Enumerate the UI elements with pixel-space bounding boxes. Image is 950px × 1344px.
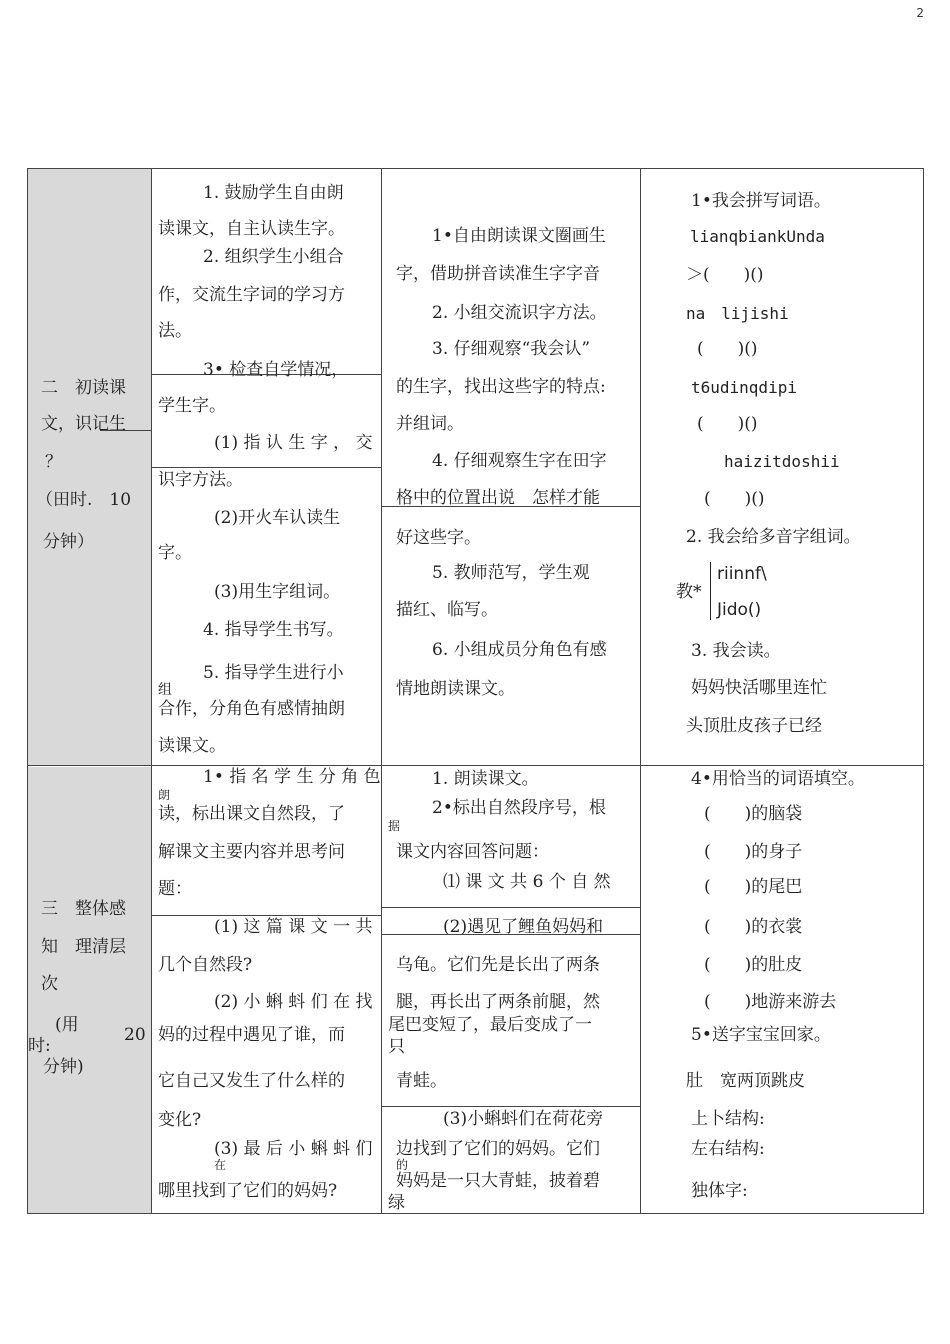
student-activity-line: 的	[396, 1158, 409, 1172]
student-activity-line: 并组词。	[396, 414, 464, 434]
student-activity-line: 边找到了它们的妈妈。它们	[396, 1139, 600, 1159]
exercise-line: 4•用恰当的词语填空。	[691, 769, 865, 789]
teacher-activity-line: 1• 指 名 学 生 分 角 色	[203, 767, 381, 787]
student-activity-line: ⑴ 课 文 共 6 个 自 然	[443, 872, 611, 892]
teacher-activity-line: (1) 指 认 生 字 ， 交	[214, 433, 373, 453]
student-cell-rule	[381, 1106, 640, 1107]
exercise-fill-blank: ( )的衣裳	[704, 917, 803, 937]
teacher-cell-rule	[151, 915, 381, 916]
page-number: 2	[916, 6, 924, 20]
exercise-polyphone-reading: Jido()	[717, 600, 762, 620]
student-activity-line: 的生字，找出这些字的特点:	[396, 377, 606, 397]
exercise-blank: ＞( )()	[686, 265, 764, 285]
teacher-activity-line: 几个自然段?	[158, 955, 253, 975]
teacher-activity-line: 组	[158, 682, 172, 698]
student-activity-line: 腿，再长出了两条前腿，然	[396, 992, 600, 1012]
exercise-fill-blank: ( )的肚皮	[704, 955, 803, 975]
teacher-activity-line: 妈的过程中遇见了谁，而	[158, 1025, 345, 1045]
student-activity-line: 2•标出自然段序号，根	[432, 798, 606, 818]
student-activity-line: 情地朗读课文。	[396, 679, 515, 699]
exercise-line: 左右结构:	[691, 1139, 765, 1159]
exercise-line: 3. 我会读。	[691, 641, 781, 661]
exercise-pinyin: lianqbiankUnda	[690, 227, 825, 246]
student-activity-line: 尾巴变短了，最后变成了一	[388, 1015, 592, 1035]
student-activity-line: 字，借助拼音读准生字字音	[396, 264, 600, 284]
student-activity-line: 据	[388, 819, 401, 833]
teacher-activity-line: 学生字。	[158, 396, 226, 416]
section2-title: ？	[45, 452, 62, 472]
exercise-line: 妈妈快活哪里连忙	[691, 678, 827, 698]
section2-time: 分钟）	[43, 532, 94, 552]
teacher-activity-line: 合作，分角色有感情抽朗	[158, 699, 345, 719]
teacher-activity-line: 读课文，自主认读生字。	[158, 219, 345, 239]
student-activity-line: 4. 仔细观察生字在田字	[432, 451, 607, 471]
teacher-activity-line: 它自己又发生了什么样的	[158, 1071, 345, 1091]
exercise-line: 头顶肚皮孩子已经	[686, 716, 822, 736]
teacher-activity-line: 题：	[158, 879, 192, 899]
column-divider-1	[151, 168, 152, 1214]
teacher-activity-line: 5. 指导学生进行小	[203, 663, 344, 683]
exercise-fill-blank: ( )的尾巴	[704, 877, 803, 897]
exercise-pinyin: haizitdoshii	[724, 452, 840, 471]
teacher-activity-line: 3• 检查自学情况，	[203, 360, 349, 380]
column-divider-3	[640, 168, 641, 1214]
student-activity-line: 妈妈是一只大青蛙，披着碧	[396, 1171, 600, 1191]
student-activity-line: 乌龟。它们先是长出了两条	[396, 955, 600, 975]
exercise-line: 5•送字宝宝回家。	[691, 1025, 831, 1045]
section3-time: 分钟)	[43, 1057, 84, 1077]
teacher-activity-line: 朗	[158, 788, 171, 802]
teacher-activity-line: 2. 组织学生小组合	[203, 247, 344, 267]
exercise-line: 上卜结构:	[691, 1109, 765, 1129]
teacher-activity-line: 在	[214, 1158, 227, 1172]
student-activity-line: (2)遇见了鲤鱼妈妈和	[443, 917, 604, 937]
exercise-blank: ( )()	[697, 339, 758, 359]
exercise-fill-blank: ( )的身子	[704, 842, 803, 862]
exercise-polyphone-reading: riinnf\	[717, 564, 767, 584]
student-activity-line: 好这些字。	[396, 528, 481, 548]
student-activity-line: 青蛙。	[396, 1071, 447, 1091]
section2-title: 文，识记生	[41, 414, 126, 434]
section3-time: (用	[55, 1015, 79, 1035]
section3-title: 知 理清层	[41, 937, 126, 957]
teacher-cell-rule	[151, 467, 381, 468]
exercise-line: 独体字:	[691, 1181, 748, 1201]
teacher-activity-line: 法。	[158, 321, 192, 341]
exercise-polyphone: 教*	[676, 582, 702, 602]
teacher-activity-line: 读，标出课文自然段，了	[158, 804, 345, 824]
exercise-pinyin: t6udinqdipi	[691, 378, 797, 397]
teacher-activity-line: (1) 这 篇 课 文 一 共	[214, 917, 373, 937]
teacher-activity-line: 字。	[158, 543, 192, 563]
student-activity-line: 1. 朗读课文。	[432, 769, 539, 789]
teacher-activity-line: 解课文主要内容并思考问	[158, 842, 345, 862]
teacher-activity-line: 哪里找到了它们的妈妈?	[158, 1181, 338, 1201]
student-activity-line: 3. 仔细观察“我会认”	[432, 339, 591, 359]
student-activity-line: 只	[388, 1037, 405, 1057]
exercise-blank: ( )()	[704, 489, 765, 509]
student-cell-rule	[381, 907, 640, 908]
section3-time-value: 20	[124, 1025, 146, 1045]
student-activity-line: 格中的位置出说 怎样才能	[396, 488, 600, 508]
student-activity-line: 绿	[388, 1193, 405, 1213]
teacher-activity-line: 4. 指导学生书写。	[203, 620, 344, 640]
exercise-line: 肚 宽两顶跳皮	[686, 1071, 805, 1091]
exercise-line: 2. 我会给多音字组词。	[686, 527, 861, 547]
student-activity-line: 2. 小组交流识字方法。	[432, 303, 607, 323]
teacher-activity-line: 变化?	[158, 1110, 202, 1130]
row-divider	[27, 765, 924, 766]
section2-time: （田时. 10	[36, 490, 132, 510]
exercise-line: 1•我会拼写词语。	[691, 191, 831, 211]
section3-time: 时:	[28, 1036, 51, 1056]
student-activity-line: 1•自由朗读课文圈画生	[432, 226, 606, 246]
teacher-activity-line: (2)开火车认读生	[214, 508, 341, 528]
student-activity-line: 5. 教师范写，学生观	[432, 563, 590, 583]
teacher-activity-line: (3)用生字组词。	[214, 582, 341, 602]
exercise-fill-blank: ( )地游来游去	[704, 992, 837, 1012]
student-activity-line: 课文内容回答问题：	[396, 842, 549, 862]
teacher-activity-line: 识字方法。	[158, 470, 243, 490]
student-activity-line: 6. 小组成员分角色有感	[432, 640, 607, 660]
brace-icon	[710, 562, 711, 620]
teacher-activity-line: 1. 鼓励学生自由朗	[203, 183, 344, 203]
teacher-activity-line: (3) 最 后 小 蝌 蚪 们	[214, 1139, 373, 1159]
column-divider-2	[381, 168, 382, 1214]
teacher-activity-line: 读课文。	[158, 736, 226, 756]
student-activity-line: 描红、临写。	[396, 600, 498, 620]
section3-title: 次	[41, 974, 58, 994]
student-activity-line: (3)小蝌蚪们在荷花旁	[443, 1109, 604, 1129]
exercise-fill-blank: ( )的脑袋	[704, 804, 803, 824]
section3-title: 三 整体感	[41, 899, 126, 919]
teacher-activity-line: (2) 小 蝌 蚪 们 在 找	[214, 992, 373, 1012]
section2-title: 二 初读课	[41, 378, 126, 398]
exercise-blank: ( )()	[697, 414, 758, 434]
exercise-pinyin: na lijishi	[686, 304, 789, 323]
teacher-activity-line: 作，交流生字词的学习方	[158, 285, 345, 305]
